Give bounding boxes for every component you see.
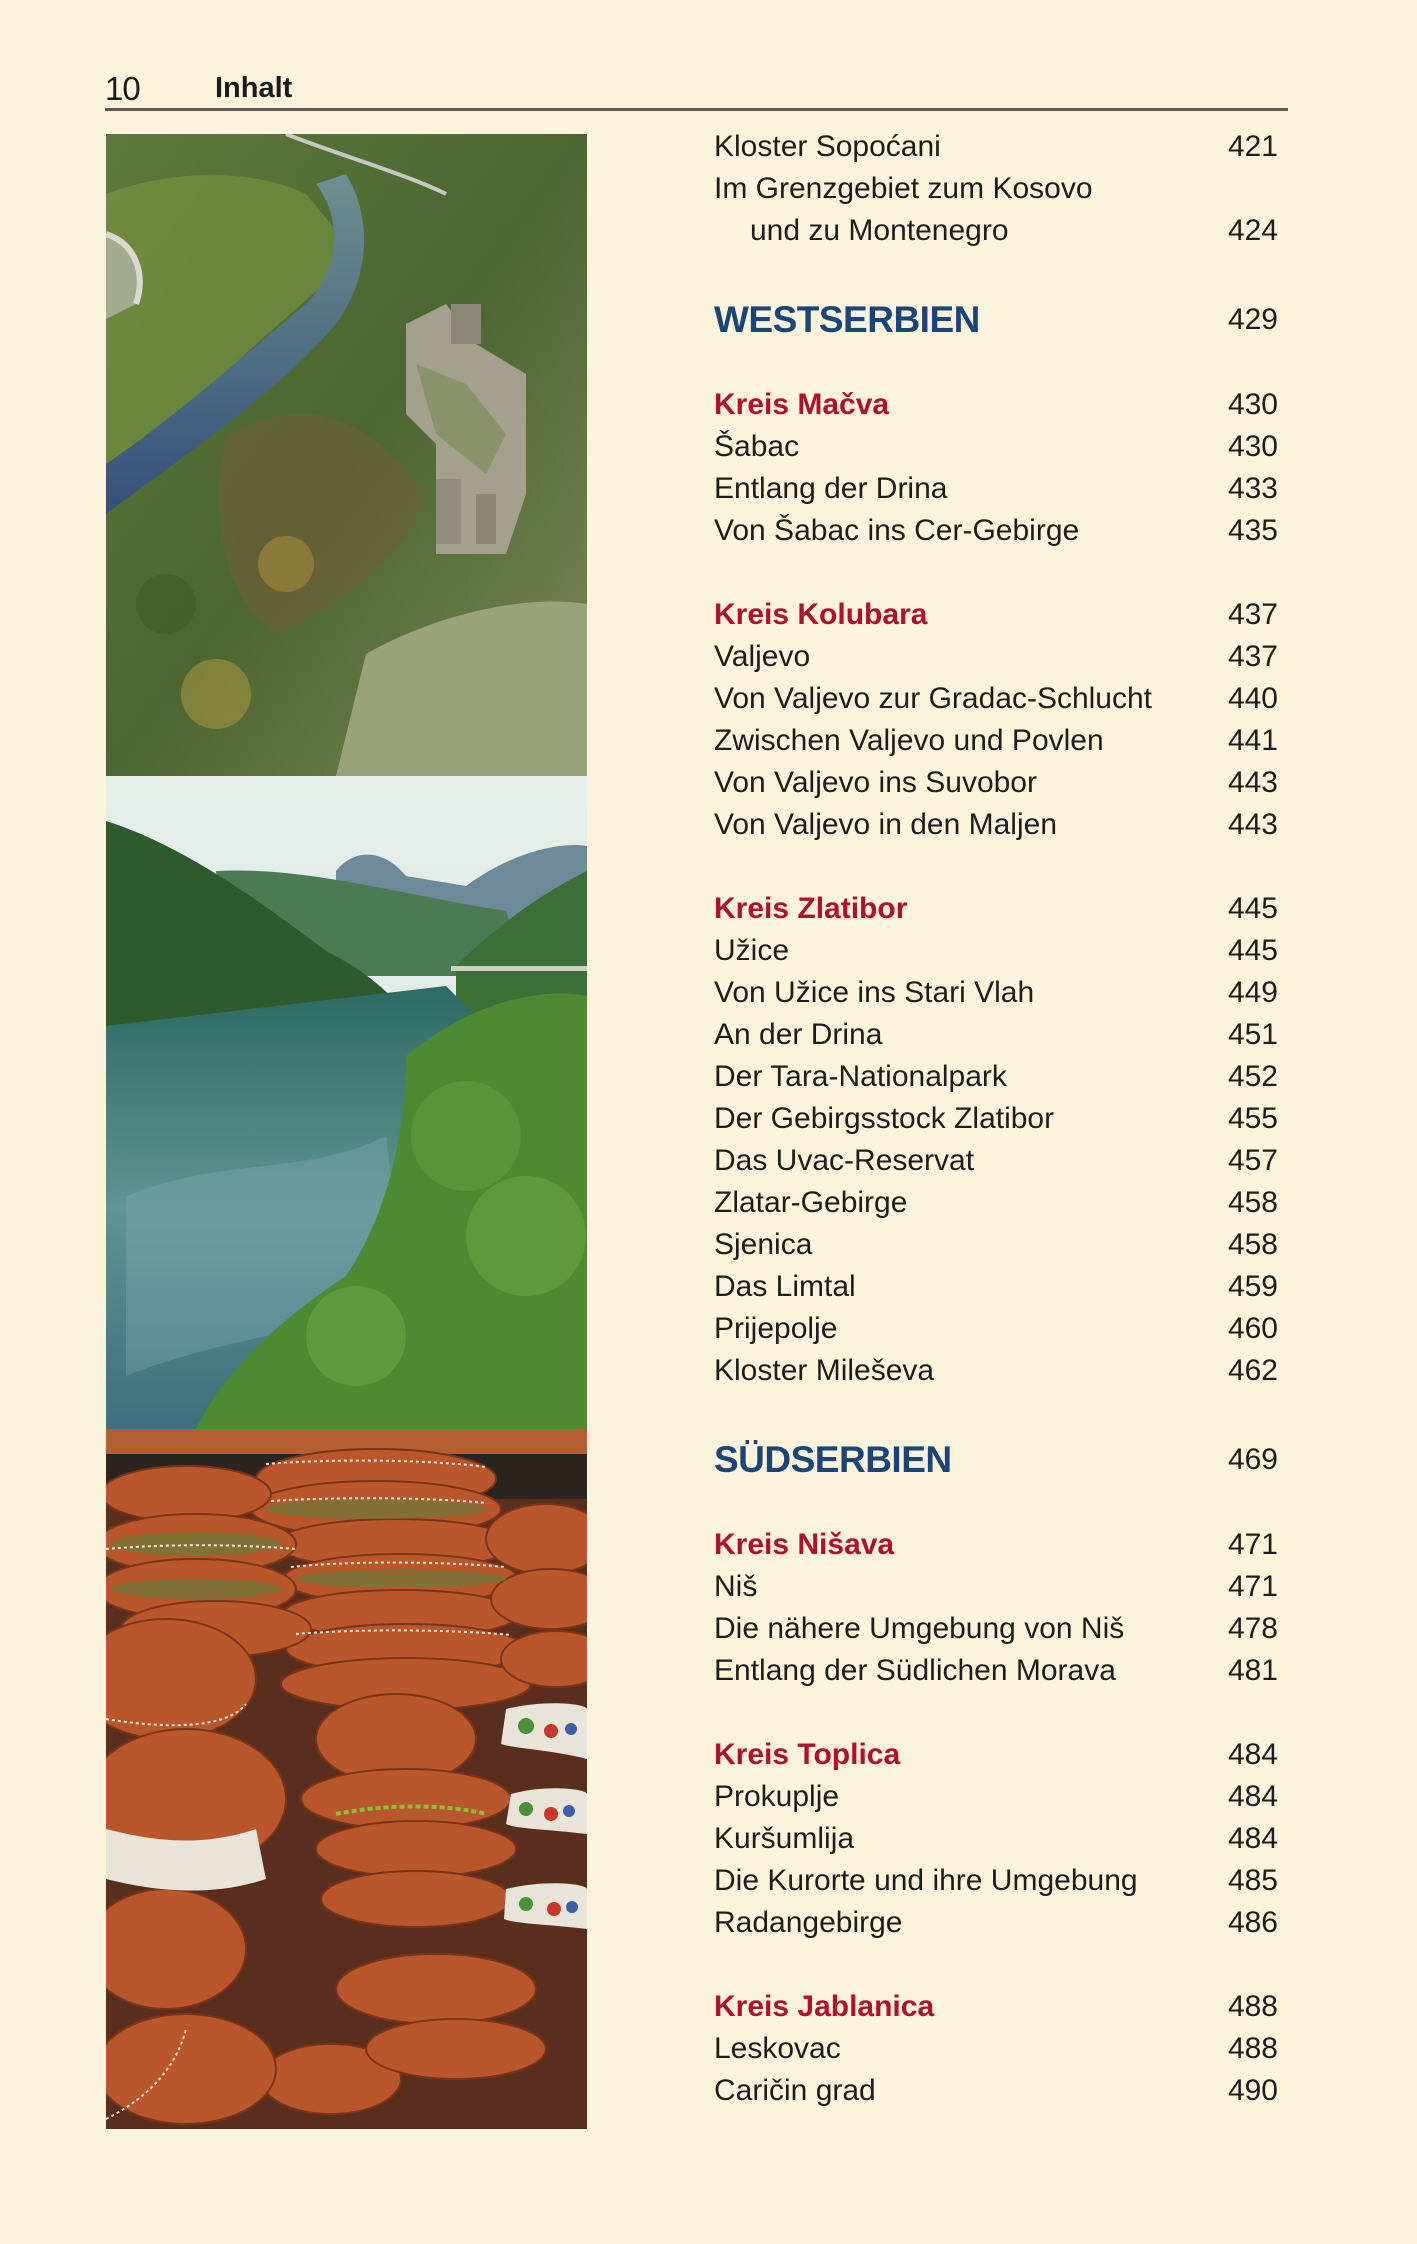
river-photo-image <box>106 776 587 1429</box>
photo-river-gorge <box>106 776 587 1429</box>
toc-entry-continuation[interactable] <box>714 210 1278 252</box>
toc-entry[interactable] <box>714 930 1278 972</box>
toc-entry-page: 441 <box>1227 724 1278 757</box>
toc-entry[interactable] <box>714 426 1278 468</box>
toc-entry-page: 484 <box>1227 1780 1278 1813</box>
toc-entry[interactable] <box>714 1182 1278 1224</box>
toc-entry[interactable] <box>714 1608 1278 1650</box>
toc-entry-page: 458 <box>1227 1186 1278 1219</box>
toc-entry-label: Leskovac <box>714 2032 841 2065</box>
toc-entry-page: 484 <box>1227 1822 1278 1855</box>
toc-kreis-macva[interactable] <box>714 384 1278 426</box>
toc-entry[interactable] <box>714 1650 1278 1692</box>
toc-entry[interactable] <box>714 126 1278 168</box>
toc-entry-page: 462 <box>1227 1354 1278 1387</box>
fortress-photo-image <box>106 134 587 776</box>
toc-entry-label: Radangebirge <box>714 1906 903 1939</box>
toc-entry-label: Šabac <box>714 430 800 463</box>
page-header <box>105 68 1288 110</box>
toc-entry[interactable] <box>714 1818 1278 1860</box>
toc-entry[interactable] <box>714 1308 1278 1350</box>
toc-entry-label: Der Gebirgsstock Zlatibor <box>714 1102 1055 1135</box>
kreis-title: Kreis Toplica <box>714 1738 901 1771</box>
toc-entry-page: 443 <box>1227 766 1278 799</box>
toc-entry-label: Zwischen Valjevo und Povlen <box>714 724 1104 757</box>
toc-entry-label: Der Tara-Nationalpark <box>714 1060 1007 1093</box>
toc-entry-label: Sjenica <box>714 1228 813 1261</box>
toc-entry-page: 455 <box>1227 1102 1278 1135</box>
toc-entry-page: 488 <box>1227 2032 1278 2065</box>
toc-entry-label: Die Kurorte und ihre Umgebung <box>714 1864 1138 1897</box>
toc-kreis-toplica[interactable] <box>714 1734 1278 1776</box>
toc-entry-label: An der Drina <box>714 1018 883 1051</box>
toc-entry-page: 430 <box>1227 430 1278 463</box>
kreis-page: 437 <box>1227 598 1278 631</box>
toc-entry-label: Zlatar-Gebirge <box>714 1186 908 1219</box>
toc-entry[interactable] <box>714 468 1278 510</box>
kreis-title: Kreis Zlatibor <box>714 892 908 925</box>
page-number: 10 <box>105 70 140 107</box>
toc-entry-label: Prijepolje <box>714 1312 838 1345</box>
toc-entry-label: Von Užice ins Stari Vlah <box>714 976 1035 1009</box>
toc-entry[interactable] <box>714 1224 1278 1266</box>
toc-entry-label: Die nähere Umgebung von Niš <box>714 1612 1125 1645</box>
toc-entry[interactable] <box>714 678 1278 720</box>
toc-entry[interactable] <box>714 1902 1278 1944</box>
kreis-title: Kreis Kolubara <box>714 598 928 631</box>
toc-entry[interactable] <box>714 636 1278 678</box>
toc-entry[interactable] <box>714 972 1278 1014</box>
toc-entry-page: 443 <box>1227 808 1278 841</box>
toc-entry-page: 452 <box>1227 1060 1278 1093</box>
toc-entry[interactable] <box>714 1776 1278 1818</box>
toc-entry[interactable] <box>714 2028 1278 2070</box>
toc-entry[interactable] <box>714 510 1278 552</box>
kreis-page: 471 <box>1227 1528 1278 1561</box>
toc-entry[interactable] <box>714 1860 1278 1902</box>
region-title: SÜDSERBIEN <box>714 1439 952 1480</box>
toc-entry-page: 421 <box>1227 130 1278 163</box>
toc-entry[interactable] <box>714 1098 1278 1140</box>
toc-entry-label: Von Šabac ins Cer-Gebirge <box>714 514 1080 547</box>
toc-entry[interactable] <box>714 1350 1278 1392</box>
photo-pottery <box>106 1429 587 2129</box>
toc-entry-label: Užice <box>714 934 790 967</box>
toc-entry[interactable] <box>714 1014 1278 1056</box>
kreis-title: Kreis Jablanica <box>714 1990 935 2023</box>
toc-entry-label: Caričin grad <box>714 2074 876 2107</box>
toc-entry-page: 435 <box>1227 514 1278 547</box>
toc-entry-page: 445 <box>1227 934 1278 967</box>
section-title: Inhalt <box>215 72 293 104</box>
toc-entry[interactable] <box>714 2070 1278 2112</box>
region-title: WESTSERBIEN <box>714 299 980 340</box>
toc-entry-label: Kloster Mileševa <box>714 1354 935 1387</box>
toc-entry[interactable] <box>714 1140 1278 1182</box>
toc-entry[interactable] <box>714 1056 1278 1098</box>
toc-entry-page: 471 <box>1227 1570 1278 1603</box>
toc-region-suedserbien[interactable] <box>714 1432 1278 1488</box>
toc-kreis-jablanica[interactable] <box>714 1986 1278 2028</box>
toc-kreis-kolubara[interactable] <box>714 594 1278 636</box>
toc-entry[interactable] <box>714 1566 1278 1608</box>
toc-entry-page: 481 <box>1227 1654 1278 1687</box>
toc-entry-label: Kuršumlija <box>714 1822 855 1855</box>
toc-entry[interactable] <box>714 168 1278 210</box>
toc-entry-label: Von Valjevo zur Gradac-Schlucht <box>714 682 1153 715</box>
toc-entry-page: 440 <box>1227 682 1278 715</box>
region-page: 429 <box>1227 303 1278 336</box>
kreis-page: 430 <box>1227 388 1278 421</box>
kreis-title: Kreis Mačva <box>714 388 890 421</box>
toc-entry-page: 424 <box>1227 214 1278 247</box>
toc-entry-label: Prokuplje <box>714 1780 840 1813</box>
toc-entry-label: Im Grenzgebiet zum Kosovo <box>714 172 1093 205</box>
toc-entry-page: 486 <box>1227 1906 1278 1939</box>
kreis-page: 488 <box>1227 1990 1278 2023</box>
toc-entry-label: Niš <box>714 1570 758 1603</box>
toc-entry-page: 478 <box>1227 1612 1278 1645</box>
toc-entry-label: Von Valjevo in den Maljen <box>714 808 1058 841</box>
toc-entry-label: Entlang der Drina <box>714 472 948 505</box>
toc-entry-page: 458 <box>1227 1228 1278 1261</box>
pottery-photo-image <box>106 1429 587 2129</box>
kreis-page: 445 <box>1227 892 1278 925</box>
toc-entry-label: Das Uvac-Reservat <box>714 1144 975 1177</box>
toc-entry-page: 459 <box>1227 1270 1278 1303</box>
toc-kreis-zlatibor[interactable] <box>714 888 1278 930</box>
toc-entry-page: 460 <box>1227 1312 1278 1345</box>
table-of-contents <box>714 126 1278 2112</box>
toc-entry[interactable] <box>714 762 1278 804</box>
kreis-title: Kreis Nišava <box>714 1528 895 1561</box>
toc-entry-page: 457 <box>1227 1144 1278 1177</box>
header-divider <box>105 108 1288 111</box>
toc-entry-page: 451 <box>1227 1018 1278 1051</box>
toc-entry-page: 437 <box>1227 640 1278 673</box>
toc-entry[interactable] <box>714 720 1278 762</box>
toc-entry-label: Valjevo <box>714 640 811 673</box>
toc-entry-label: Von Valjevo ins Suvobor <box>714 766 1037 799</box>
kreis-page: 484 <box>1227 1738 1278 1771</box>
toc-entry-label: Entlang der Südlichen Morava <box>714 1654 1116 1687</box>
photo-fortress-river <box>106 134 587 776</box>
region-page: 469 <box>1227 1443 1278 1476</box>
toc-entry-label: Das Limtal <box>714 1270 856 1303</box>
toc-entry-page: 433 <box>1227 472 1278 505</box>
toc-entry-page: 485 <box>1227 1864 1278 1897</box>
toc-entry-page: 449 <box>1227 976 1278 1009</box>
toc-kreis-nisava[interactable] <box>714 1524 1278 1566</box>
toc-entry[interactable] <box>714 804 1278 846</box>
toc-entry-label: Kloster Sopoćani <box>714 130 941 163</box>
toc-entry-label: und zu Montenegro <box>750 214 1009 247</box>
toc-entry-page: 490 <box>1227 2074 1278 2107</box>
toc-entry[interactable] <box>714 1266 1278 1308</box>
toc-region-westserbien[interactable] <box>714 292 1278 348</box>
